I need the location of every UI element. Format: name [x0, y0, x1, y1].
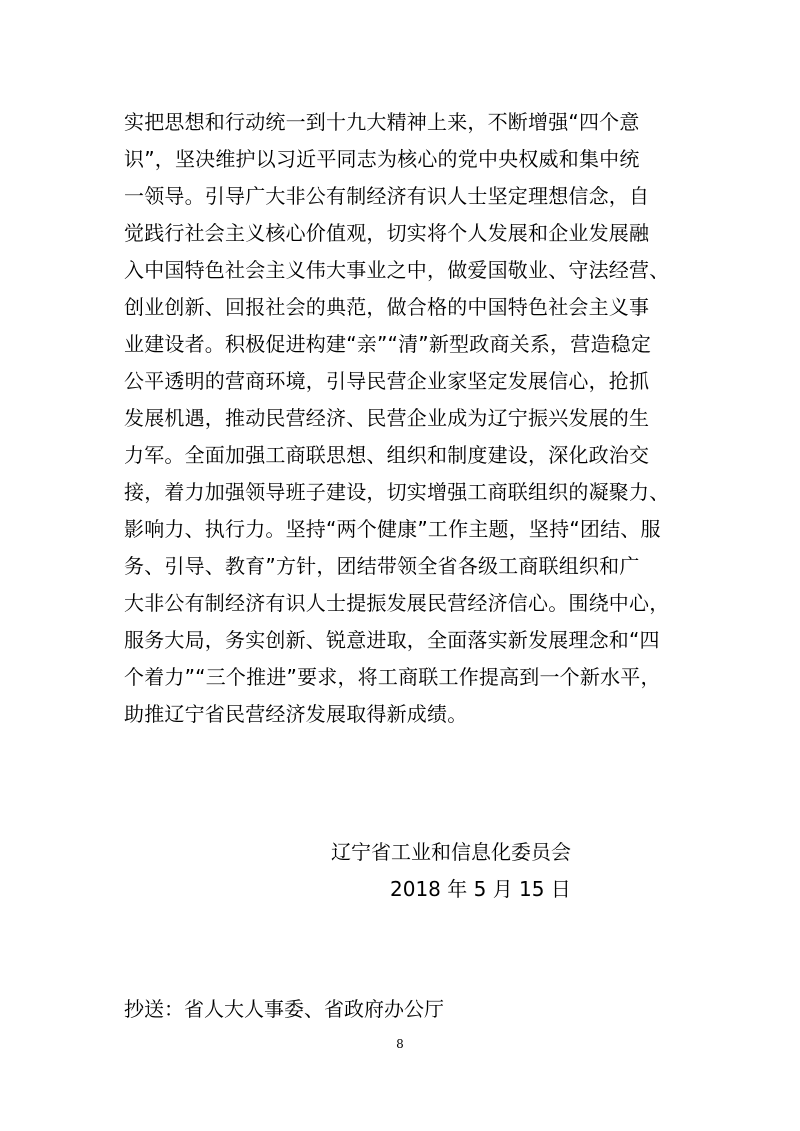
body-line: 一领导。引导广大非公有制经济有识人士坚定理想信念，自	[124, 184, 650, 208]
body-line: 入中国特色社会主义伟大事业之中，做爱国敬业、守法经营、	[124, 258, 670, 282]
body-line: 大非公有制经济有识人士提振发展民营经济信心。围绕中心，	[124, 591, 670, 615]
body-text	[124, 104, 704, 733]
page-number: 8	[396, 1037, 404, 1051]
body-line: 识”，坚决维护以习近平同志为核心的党中央权威和集中统	[124, 147, 640, 171]
body-line: 创业创新、回报社会的典范，做合格的中国特色社会主义事	[124, 295, 650, 319]
body-line: 务、引导、教育”方针，团结带领全省各级工商联组织和广	[124, 554, 640, 578]
body-line: 觉践行社会主义核心价值观，切实将个人发展和企业发展融	[124, 221, 650, 245]
body-line: 助推辽宁省民营经济发展取得新成绩。	[124, 702, 468, 726]
body-line: 服务大局，务实创新、锐意进取，全面落实新发展理念和“四	[124, 628, 660, 652]
body-line: 发展机遇，推动民营经济、民营企业成为辽宁振兴发展的生	[124, 406, 650, 430]
cc-line: 抄送：省人大人事委、省政府办公厅	[124, 997, 444, 1021]
body-line: 实把思想和行动统一到十九大精神上来，不断增强“四个意	[124, 110, 640, 134]
signature-date: 2018 年 5 月 15 日	[390, 877, 571, 901]
body-line: 个着力”“三个推进”要求，将工商联工作提高到一个新水平，	[124, 665, 661, 689]
body-line: 力军。全面加强工商联思想、组织和制度建设，深化政治交	[124, 443, 650, 467]
body-line: 影响力、执行力。坚持“两个健康”工作主题，坚持“团结、服	[124, 517, 661, 541]
body-line: 业建设者。积极促进构建“亲”“清”新型政商关系，营造稳定	[124, 332, 652, 356]
signature-organization: 辽宁省工业和信息化委员会	[331, 840, 571, 864]
body-line: 公平透明的营商环境，引导民营企业家坚定发展信心，抢抓	[124, 369, 650, 393]
body-line: 接，着力加强领导班子建设，切实增强工商联组织的凝聚力、	[124, 480, 670, 504]
